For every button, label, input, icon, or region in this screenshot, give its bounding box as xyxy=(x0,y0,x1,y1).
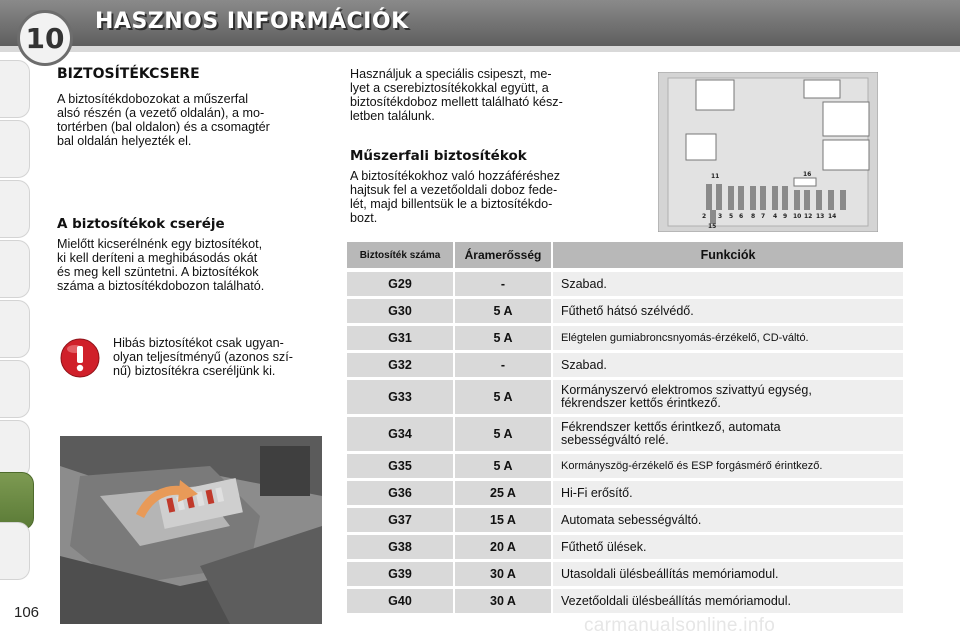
table-header-row xyxy=(347,242,903,268)
fuse-function xyxy=(553,454,903,478)
fuse-label: 16 xyxy=(803,171,812,178)
fuse-id: G39 xyxy=(347,562,453,586)
fuse-function xyxy=(553,353,903,377)
header-amperage: Áramerősség xyxy=(455,242,551,268)
fuse-amperage: 5 A xyxy=(455,326,551,350)
table-row xyxy=(347,272,903,296)
section-heading: BIZTOSÍTÉKCSERE xyxy=(57,66,200,82)
fuse-function xyxy=(553,272,903,296)
fuse-amperage: 20 A xyxy=(455,535,551,559)
function-text: fékrendszer kettős érintkező. xyxy=(561,396,721,410)
intro-paragraph xyxy=(57,92,319,148)
table-row xyxy=(347,380,903,414)
function-text: Kormányszög-érzékelő és ESP forgásmérő érintkező. xyxy=(561,459,823,472)
fuse-function xyxy=(553,380,903,414)
fuse-id: G40 xyxy=(347,589,453,613)
function-text: Fűthető hátsó szélvédő. xyxy=(561,303,694,318)
header-fuse-number: Biztosíték száma xyxy=(347,242,453,268)
tool-paragraph xyxy=(350,67,610,123)
chapter-tab-5[interactable] xyxy=(0,300,30,358)
fuse-function xyxy=(553,417,903,451)
table-row xyxy=(347,508,903,532)
table-row xyxy=(347,353,903,377)
replace-paragraph xyxy=(57,237,319,293)
fuse-function xyxy=(553,589,903,613)
text-line: bozt. xyxy=(350,211,378,225)
text-line: Használjuk a speciális csipeszt, me- xyxy=(350,67,552,81)
fuse-label: 12 xyxy=(804,213,813,220)
fuse-amperage: 30 A xyxy=(455,562,551,586)
text-line: lét, majd billentsük le a biztosítékdo- xyxy=(350,197,553,211)
text-line: olyan teljesítményű (azonos szí- xyxy=(113,350,293,364)
fuse-box-photo xyxy=(60,436,322,624)
function-text: Kormányszervó elektromos szivattyú egység, xyxy=(561,383,812,397)
fuse-label: 6 xyxy=(739,213,744,220)
fuse-id: G34 xyxy=(347,417,453,451)
chapter-tab-9[interactable] xyxy=(0,522,30,580)
text-line: ki kell deríteni a meghibásodás okát xyxy=(57,251,258,265)
text-line: alsó részén (a vezető oldalán), a mo- xyxy=(57,106,265,120)
fuse-id: G31 xyxy=(347,326,453,350)
function-text: Fékrendszer kettős érintkező, automata xyxy=(561,420,781,434)
table-row xyxy=(347,589,903,613)
chapter-tab-1[interactable] xyxy=(0,60,30,118)
fuse-amperage: - xyxy=(455,353,551,377)
fuse-amperage: 5 A xyxy=(455,417,551,451)
fuse-label: 7 xyxy=(761,213,766,220)
text-line: hajtsuk fel a vezetőoldali doboz fede- xyxy=(350,183,558,197)
dashboard-fuses-paragraph xyxy=(350,169,610,225)
fuse-function xyxy=(553,481,903,505)
chapter-tab-3[interactable] xyxy=(0,180,30,238)
text-line: száma a biztosítékdobozon található. xyxy=(57,279,265,293)
table-row xyxy=(347,454,903,478)
table-row xyxy=(347,299,903,323)
fuse-label: 2 xyxy=(702,213,707,220)
dashboard-fuses-heading: Műszerfali biztosítékok xyxy=(350,148,527,164)
fuse-amperage: - xyxy=(455,272,551,296)
fuse-id: G35 xyxy=(347,454,453,478)
text-line: A biztosítékdobozokat a műszerfal xyxy=(57,92,249,106)
text-line: nű) biztosítékra cseréljünk ki. xyxy=(113,364,276,378)
fuse-function xyxy=(553,326,903,350)
text-line: bal oldalán helyezték el. xyxy=(57,134,192,148)
fuse-id: G38 xyxy=(347,535,453,559)
text-line: Hibás biztosítékot csak ugyan- xyxy=(113,336,284,350)
warning-icon xyxy=(60,338,100,378)
fuse-id: G30 xyxy=(347,299,453,323)
text-line: A biztosítékokhoz való hozzáféréshez xyxy=(350,169,561,183)
chapter-tab-7[interactable] xyxy=(0,420,30,478)
function-text: Utasoldali ülésbeállítás memóriamodul. xyxy=(561,566,779,581)
fuse-function xyxy=(553,508,903,532)
fuse-id: G36 xyxy=(347,481,453,505)
text-line: tortérben (bal oldalon) és a csomagtér xyxy=(57,120,270,134)
fuse-label: 13 xyxy=(816,213,825,220)
table-row xyxy=(347,417,903,451)
fuse-box-diagram xyxy=(658,72,878,232)
function-text: Fűthető ülések. xyxy=(561,539,647,554)
text-line: biztosítékdoboz mellett található kész- xyxy=(350,95,563,109)
function-text: Szabad. xyxy=(561,276,607,291)
fuse-id: G37 xyxy=(347,508,453,532)
chapter-tab-6[interactable] xyxy=(0,360,30,418)
function-text: Vezetőoldali ülésbeállítás memóriamodul. xyxy=(561,593,791,608)
fuse-label: 8 xyxy=(751,213,756,220)
chapter-tab-2[interactable] xyxy=(0,120,30,178)
fuse-label: 9 xyxy=(783,213,788,220)
page-title: HASZNOS INFORMÁCIÓK xyxy=(95,9,409,34)
header-functions: Funkciók xyxy=(553,242,903,268)
fuse-function xyxy=(553,299,903,323)
fuse-amperage: 5 A xyxy=(455,380,551,414)
fuse-amperage: 5 A xyxy=(455,454,551,478)
fuse-label: 3 xyxy=(718,213,723,220)
header-strip xyxy=(0,46,960,52)
function-text: Hi-Fi erősítő. xyxy=(561,485,633,500)
chapter-tabs xyxy=(0,60,36,580)
page-number: 106 xyxy=(14,604,40,621)
chapter-tab-4[interactable] xyxy=(0,240,30,298)
table-row xyxy=(347,562,903,586)
fuse-amperage: 25 A xyxy=(455,481,551,505)
fuse-amperage: 30 A xyxy=(455,589,551,613)
replace-heading: A biztosítékok cseréje xyxy=(57,216,225,232)
fuse-id: G32 xyxy=(347,353,453,377)
function-text: sebességváltó relé. xyxy=(561,433,669,447)
text-line: lyet a cserebiztosítékokkal együtt, a xyxy=(350,81,549,95)
chapter-number: 10 xyxy=(17,10,73,66)
fuse-function xyxy=(553,562,903,586)
fuse-label: 15 xyxy=(708,223,717,230)
table-row xyxy=(347,326,903,350)
text-line: és meg kell szüntetni. A biztosítékok xyxy=(57,265,259,279)
fuse-label: 4 xyxy=(773,213,778,220)
fuse-function xyxy=(553,535,903,559)
watermark: carmanualsonline.info xyxy=(584,615,776,636)
fuse-label: 14 xyxy=(828,213,837,220)
table-row xyxy=(347,481,903,505)
fuse-amperage: 5 A xyxy=(455,299,551,323)
fuse-id: G33 xyxy=(347,380,453,414)
function-text: Szabad. xyxy=(561,357,607,372)
text-line: Mielőtt kicserélnénk egy biztosítékot, xyxy=(57,237,263,251)
fuse-label: 10 xyxy=(793,213,802,220)
warning-paragraph xyxy=(113,336,319,378)
text-line: letben találunk. xyxy=(350,109,435,123)
function-text: Automata sebességváltó. xyxy=(561,512,702,527)
fuse-label: 11 xyxy=(711,173,720,180)
fuse-amperage: 15 A xyxy=(455,508,551,532)
table-row xyxy=(347,535,903,559)
fuse-label: 5 xyxy=(729,213,734,220)
fuse-id: G29 xyxy=(347,272,453,296)
function-text: Elégtelen gumiabroncsnyomás-érzékelő, CD-váltó. xyxy=(561,331,809,344)
